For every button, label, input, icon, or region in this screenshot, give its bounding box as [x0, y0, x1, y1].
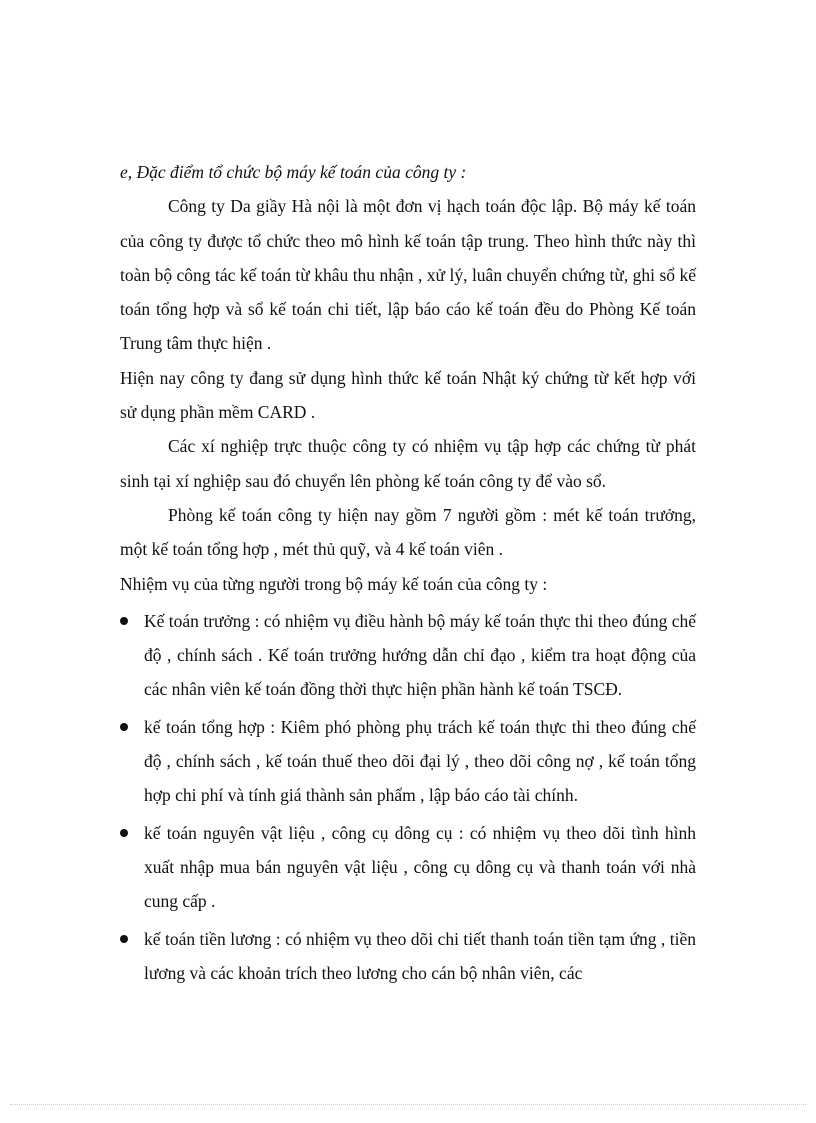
bullet-icon [120, 617, 128, 625]
bullet-icon [120, 723, 128, 731]
paragraph-staff-count: Phòng kế toán công ty hiện nay gồm 7 người gồm : mét kế toán trưởng, một kế toán tổng hợp , mét thủ quỹ, và 4 kế toán viên . [120, 504, 696, 560]
paragraph-accounting-form: Hiện nay công ty đang sử dụng hình thức kế toán Nhật ký chứng từ kết hợp với sử dụng phần mềm CARD . [120, 367, 696, 423]
list-item-text: kế toán nguyên vật liệu , công cụ dông cụ : có nhiệm vụ theo dõi tình hình xuất nhập mua bán nguyên vật liệu , công cụ dông cụ và thanh toán với nhà cung cấp . [144, 822, 696, 912]
document-body [120, 155, 696, 990]
list-item [120, 604, 696, 707]
list-item [120, 710, 696, 813]
section-heading: e, Đặc điểm tổ chức bộ máy kế toán của công ty : [120, 162, 467, 182]
page-bottom-rule [10, 1104, 806, 1105]
list-item-text: Kế toán trưởng : có nhiệm vụ điều hành bộ máy kế toán thực thi theo đúng chế độ , chính sách . Kế toán trưởng hướng dẫn chỉ đạo , kiểm tra hoạt động của các nhân viên kế toán đồng thời thực hiện phần hành kế toán TSCĐ. [144, 610, 696, 700]
paragraph-company-overview: Công ty Da giầy Hà nội là một đơn vị hạch toán độc lập. Bộ máy kế toán của công ty được tổ chức theo mô hình kế toán tập trung. Theo hình thức này thì toàn bộ công tác kế toán từ khâu thu nhận , xử lý, luân chuyển chứng từ, ghi sổ kế toán tổng hợp và sổ kế toán chi tiết, lập báo cáo kế toán đều do Phòng Kế toán Trung tâm thực hiện . [120, 196, 696, 354]
duties-list [120, 604, 696, 990]
bullet-icon [120, 829, 128, 837]
paragraph-duties-intro: Nhiệm vụ của từng người trong bộ máy kế toán của công ty : [120, 573, 548, 594]
bullet-icon [120, 935, 128, 943]
list-item-text: kế toán tiền lương : có nhiệm vụ theo dõi chi tiết thanh toán tiền tạm ứng , tiền lương và các khoản trích theo lương cho cán bộ nhân viên, các [144, 928, 696, 983]
list-item-text: kế toán tổng hợp : Kiêm phó phòng phụ trách kế toán thực thi theo đúng chế độ , chính sách , kế toán thuế theo dõi đại lý , theo dõi công nợ , kế toán tổng hợp chi phí và tính giá thành sản phẩm , lập báo cáo tài chính. [144, 716, 696, 806]
list-item [120, 816, 696, 919]
paragraph-enterprises: Các xí nghiệp trực thuộc công ty có nhiệm vụ tập hợp các chứng từ phát sinh tại xí nghiệp sau đó chuyển lên phòng kế toán công ty để vào sổ. [120, 436, 696, 491]
list-item [120, 922, 696, 991]
